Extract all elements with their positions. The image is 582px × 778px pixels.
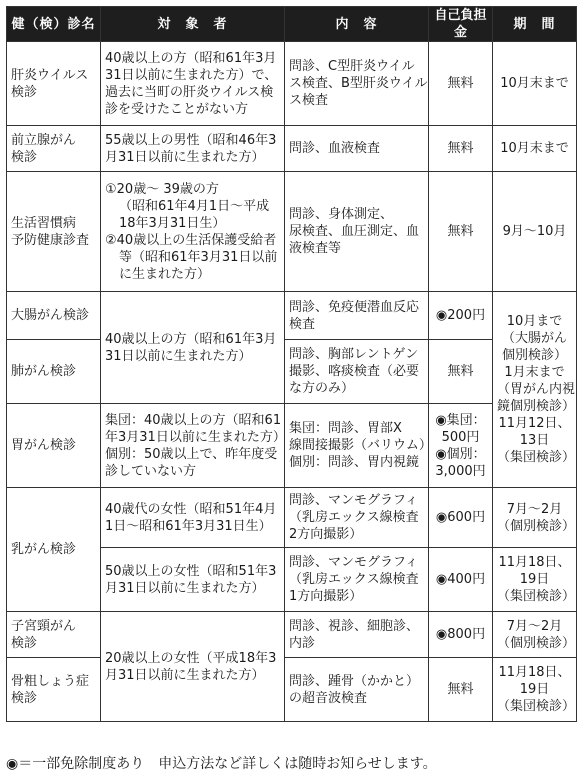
hepatitis-cost: 無料	[429, 42, 493, 126]
table-row-bone	[7, 658, 577, 722]
colon-cost: ◉200円	[429, 292, 493, 340]
cervical-content: 問診、視診、細胞診、 内診	[285, 612, 429, 658]
breast-content-40s: 問診、マンモグラフィ （乳房エックス線検査 2方向撮影）	[285, 488, 429, 548]
colon-name: 大腸がん検診	[7, 292, 101, 340]
lung-name: 肺がん検診	[7, 340, 101, 404]
lifestyle-period: 9月～10月	[493, 172, 577, 292]
breast-target-50plus: 50歳以上の女性（昭和51年3 月31日以前に生まれた方）	[101, 548, 285, 612]
footer-note: ◉＝一部免除制度あり 申込方法など詳しくは随時お知らせします。	[6, 756, 437, 772]
bone-cost: 無料	[429, 658, 493, 722]
lung-content: 問診、胸部レントゲン 撮影、喀痰検査（必要 な方のみ）	[285, 340, 429, 404]
bone-period: 11月18日、 19日 （集団検診）	[493, 658, 577, 722]
table-row-breast-40s	[7, 488, 577, 548]
breast-cost-40s: ◉600円	[429, 488, 493, 548]
header-name: 健（検）診名	[7, 7, 101, 42]
stomach-cost: ◉集団： 500円 ◉個別： 3,000円	[429, 404, 493, 488]
table-row-stomach	[7, 404, 577, 488]
breast-name: 乳がん検診	[7, 488, 101, 612]
table-row-prostate	[7, 126, 577, 172]
breast-period-individual: 7月～2月 （個別検診）	[493, 488, 577, 548]
table-row-colon	[7, 292, 577, 340]
prostate-target: 55歳以上の男性（昭和46年3 月31日以前に生まれた方）	[101, 126, 285, 172]
cervical-cost: ◉800円	[429, 612, 493, 658]
colon-content: 問診、免疫便潜血反応 検査	[285, 292, 429, 340]
stomach-content: 集団：問診、胃部X 線間接撮影（バリウム） 個別：問診、胃内視鏡	[285, 404, 429, 488]
breast-cost-50plus: ◉400円	[429, 548, 493, 612]
screening-schedule-table	[6, 6, 577, 722]
colon-lung-stomach-period: 10月まで （大腸がん 個別検診） 1月末まで （胃がん内視 鏡個別検診） 11月12日、 13日 （集団検診）	[493, 292, 577, 488]
header-period: 期 間	[493, 7, 577, 42]
header-target: 対 象 者	[101, 7, 285, 42]
lifestyle-content: 問診、身体測定、 尿検査、血圧測定、血 液検査等	[285, 172, 429, 292]
hepatitis-period: 10月末まで	[493, 42, 577, 126]
prostate-period: 10月末まで	[493, 126, 577, 172]
header-cost: 自己負担金	[429, 7, 493, 42]
table-row-lung	[7, 340, 577, 404]
breast-content-50plus: 問診、マンモグラフィ （乳房エックス線検査 1方向撮影）	[285, 548, 429, 612]
colon-lung-target: 40歳以上の方（昭和61年3月 31日以前に生まれた方）	[101, 292, 285, 404]
table-row-cervical	[7, 612, 577, 658]
cervical-period: 7月～2月 （個別検診）	[493, 612, 577, 658]
hepatitis-target: 40歳以上の方（昭和61年3月 31日以前に生まれた方）で、 過去に当町の肝炎ウイルス検 診を受けたことがない方	[101, 42, 285, 126]
bone-name: 骨粗しょう症 検診	[7, 658, 101, 722]
hepatitis-content: 問診、C型肝炎ウイル ス検査、B型肝炎ウイル ス検査	[285, 42, 429, 126]
table-header-row	[7, 7, 577, 42]
prostate-content: 問診、血液検査	[285, 126, 429, 172]
cervical-name: 子宮頸がん 検診	[7, 612, 101, 658]
prostate-cost: 無料	[429, 126, 493, 172]
cervical-bone-target: 20歳以上の女性（平成18年3 月31日以前に生まれた方）	[101, 612, 285, 722]
breast-period-group: 11月18日、 19日 （集団検診）	[493, 548, 577, 612]
lifestyle-cost: 無料	[429, 172, 493, 292]
table-row-hepatitis	[7, 42, 577, 126]
table-row-lifestyle	[7, 172, 577, 292]
breast-target-40s: 40歳代の女性（昭和51年4月 1日～昭和61年3月31日生）	[101, 488, 285, 548]
stomach-target: 集団：40歳以上の方（昭和61 年3月31日以前に生まれた方） 個別：50歳以上で、昨年度受 診していない方	[101, 404, 285, 488]
lifestyle-target: ①20歳～ 39歳の方 （昭和61年4月1日～平成 18年3月31日生） ②40歳以上の生活保護受給者 等（昭和61年3月31日以前 に生まれた方）	[101, 172, 285, 292]
bone-content: 問診、踵骨（かかと） の超音波検査	[285, 658, 429, 722]
stomach-name: 胃がん検診	[7, 404, 101, 488]
lung-cost: 無料	[429, 340, 493, 404]
prostate-name: 前立腺がん 検診	[7, 126, 101, 172]
header-content: 内 容	[285, 7, 429, 42]
lifestyle-name: 生活習慣病 予防健康診査	[7, 172, 101, 292]
hepatitis-name: 肝炎ウイルス 検診	[7, 42, 101, 126]
